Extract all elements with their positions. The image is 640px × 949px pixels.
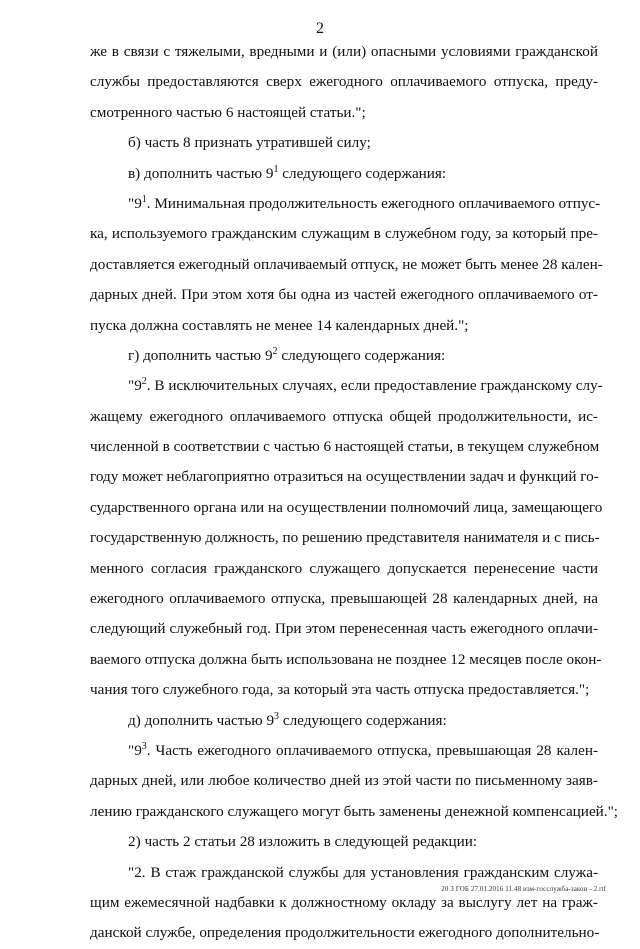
line-text: дарных дней. При этом хотя бы одна из частей ежегодного оплачиваемого от- bbox=[90, 286, 598, 304]
line-text: ка, используемого гражданским служащим в служебном году, за который пре- bbox=[90, 225, 598, 243]
text-line bbox=[90, 402, 598, 432]
text-line bbox=[90, 766, 598, 796]
text-line bbox=[90, 128, 598, 158]
line-text: г) дополнить частью 9 bbox=[128, 346, 273, 364]
text-line bbox=[90, 98, 598, 128]
text-line bbox=[90, 219, 598, 249]
text-line bbox=[90, 554, 598, 584]
line-text: дарных дней, или любое количество дней из этой части по письменному заяв- bbox=[90, 772, 598, 790]
text-line bbox=[90, 371, 603, 401]
page-number: 2 bbox=[316, 20, 324, 37]
text-line bbox=[90, 189, 601, 219]
superscript-index: 2 bbox=[141, 376, 147, 388]
text-line bbox=[90, 250, 603, 280]
text-line bbox=[90, 797, 619, 827]
line-text: "9 bbox=[128, 741, 142, 759]
line-text: б) часть 8 признать утратившей силу; bbox=[128, 134, 371, 152]
line-text-continued: . В исключительных случаях, если предоставление гражданскому слу- bbox=[146, 377, 603, 395]
superscript-index: 3 bbox=[274, 710, 280, 722]
text-line bbox=[90, 159, 598, 189]
text-line bbox=[90, 827, 598, 857]
text-line bbox=[90, 311, 598, 341]
line-text: менного согласия гражданского служащего допускается перенесение части bbox=[90, 559, 598, 577]
text-line bbox=[90, 67, 598, 97]
line-text: же в связи с тяжелыми, вредными и (или) опасными условиями гражданской bbox=[90, 43, 598, 60]
line-text: службы предоставляются сверх ежегодного оплачиваемого отпуска, преду- bbox=[90, 73, 598, 91]
text-line bbox=[90, 645, 602, 675]
line-text: государственную должность, по решению представителя нанимателя и с пись- bbox=[90, 529, 600, 547]
line-text: чания того служебного года, за который эта часть отпуска предоставляется."; bbox=[90, 681, 590, 699]
text-line bbox=[90, 432, 598, 462]
text-line bbox=[90, 706, 598, 736]
line-text: данской службе, определения продолжительности ежегодного дополнительно- bbox=[90, 924, 600, 942]
line-text: "9 bbox=[128, 194, 142, 212]
line-text: смотренного частью 6 настоящей статьи."; bbox=[90, 103, 366, 121]
line-text: следующий служебный год. При этом перенесенная часть ежегодного оплачи- bbox=[90, 620, 598, 638]
line-text: жащему ежегодного оплачиваемого отпуска общей продолжительности, ис- bbox=[90, 407, 598, 425]
line-text-continued: . Минимальная продолжительность ежегодного оплачиваемого отпус- bbox=[146, 194, 601, 212]
text-line bbox=[90, 462, 598, 492]
line-text-continued: . Часть ежегодного оплачиваемого отпуска, превышающая 28 кален- bbox=[146, 741, 598, 759]
line-text: д) дополнить частью 9 bbox=[128, 711, 275, 729]
line-text: году может неблагоприятно отразиться на осуществлении задач и функций го- bbox=[90, 468, 599, 486]
line-text: пуска должна составлять не менее 14 календарных дней."; bbox=[90, 316, 469, 334]
line-text: "9 bbox=[128, 377, 142, 395]
footer-file-stamp: 20 3 ГОБ 27.01.2016 11.48 изм-госслужба-закон - 2.rtf bbox=[441, 885, 606, 893]
line-text-continued: следующего содержания: bbox=[279, 711, 447, 729]
superscript-index: 2 bbox=[272, 345, 278, 357]
body-text bbox=[90, 37, 619, 949]
line-text: 2) часть 2 статьи 28 изложить в следующей редакции: bbox=[128, 833, 478, 851]
line-text: доставляется ежегодный оплачиваемый отпуск, не может быть менее 28 кален- bbox=[90, 255, 603, 273]
line-text: ваемого отпуска должна быть использована не позднее 12 месяцев после окон- bbox=[90, 650, 602, 668]
text-line bbox=[90, 493, 603, 523]
line-text-continued: следующего содержания: bbox=[278, 164, 447, 182]
text-line bbox=[90, 523, 598, 553]
line-text: лению гражданского служащего могут быть заменены денежной компенсацией."; bbox=[90, 802, 619, 820]
line-text: ежегодного оплачиваемого отпуска, превышающей 28 календарных дней, на bbox=[90, 590, 598, 608]
line-text: в) дополнить частью 9 bbox=[128, 164, 274, 182]
text-line bbox=[90, 736, 598, 766]
text-line bbox=[90, 675, 598, 705]
text-line bbox=[90, 614, 598, 644]
superscript-index: 1 bbox=[273, 163, 279, 175]
line-text-continued: следующего содержания: bbox=[277, 346, 446, 364]
line-text: щим ежемесячной надбавки к должностному окладу за выслугу лет на граж- bbox=[90, 893, 598, 911]
superscript-index: 1 bbox=[141, 193, 147, 205]
text-line bbox=[90, 918, 598, 948]
superscript-index: 3 bbox=[141, 740, 147, 752]
text-line bbox=[90, 37, 598, 67]
line-text: сударственного органа или на осуществлении полномочий лица, замещающего bbox=[90, 498, 603, 516]
text-line bbox=[90, 341, 598, 371]
text-line bbox=[90, 858, 598, 888]
line-text: численной в соответствии с частью 6 настоящей статьи, в текущем служебном bbox=[90, 438, 600, 456]
text-line bbox=[90, 584, 598, 614]
line-text: "2. В стаж гражданской службы для установления гражданским служа- bbox=[128, 863, 598, 881]
text-line bbox=[90, 280, 598, 310]
